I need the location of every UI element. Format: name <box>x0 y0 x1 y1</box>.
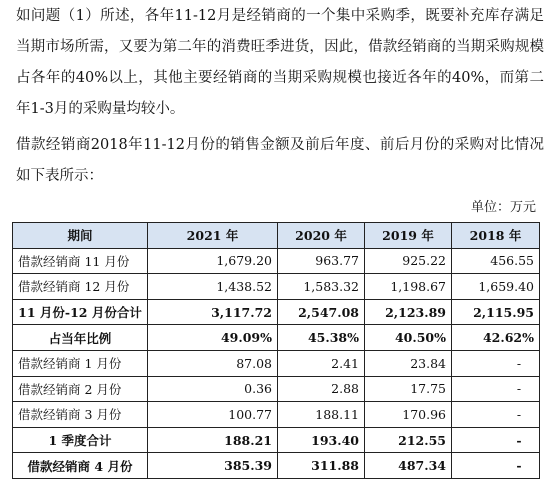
table-cell: 1,679.20 <box>148 248 278 274</box>
row-label: 1 季度合计 <box>13 427 148 453</box>
table-row <box>13 427 540 453</box>
table-cell: 212.55 <box>365 427 452 453</box>
row-label: 11 月份-12 月份合计 <box>13 299 148 325</box>
table-cell: 2.41 <box>278 350 365 376</box>
table-cell: - <box>452 402 540 428</box>
table-cell: 0.36 <box>148 376 278 402</box>
row-label: 借款经销商 3 月份 <box>13 402 148 428</box>
table-cell: - <box>452 350 540 376</box>
table-cell: 456.55 <box>452 248 540 274</box>
table-cell: 23.84 <box>365 350 452 376</box>
table-row <box>13 299 540 325</box>
table-cell: 487.34 <box>365 453 452 479</box>
table-cell: 2,547.08 <box>278 299 365 325</box>
table-cell: 87.08 <box>148 350 278 376</box>
table-cell: 925.22 <box>365 248 452 274</box>
row-label: 借款经销商 11 月份 <box>13 248 148 274</box>
table-row <box>13 274 540 300</box>
table-cell: 188.11 <box>278 402 365 428</box>
table-cell: 40.50% <box>365 325 452 351</box>
row-label: 占当年比例 <box>13 325 148 351</box>
header-2018: 2018 年 <box>452 223 540 249</box>
table-cell: 2.88 <box>278 376 365 402</box>
table-cell: 100.77 <box>148 402 278 428</box>
table-cell: 1,659.40 <box>452 274 540 300</box>
table-row <box>13 248 540 274</box>
table-cell: 170.96 <box>365 402 452 428</box>
table-row <box>13 402 540 428</box>
table-cell: 1,438.52 <box>148 274 278 300</box>
row-label: 借款经销商 12 月份 <box>13 274 148 300</box>
table-cell: 2,115.95 <box>452 299 540 325</box>
table-cell: 2,123.89 <box>365 299 452 325</box>
table-cell: - <box>452 376 540 402</box>
table-row <box>13 453 540 479</box>
header-2021: 2021 年 <box>148 223 278 249</box>
table-cell: 963.77 <box>278 248 365 274</box>
intro-paragraph-2: 借款经销商2018年11-12月份的销售金额及前后年度、前后月份的采购对比情况如下表所示： <box>16 137 544 184</box>
table-cell: 1,198.67 <box>365 274 452 300</box>
row-label: 借款经销商 1 月份 <box>13 350 148 376</box>
table-cell: 3,117.72 <box>148 299 278 325</box>
table-cell: - <box>452 427 540 453</box>
intro-paragraph-1: 如问题（1）所述，各年11-12月是经销商的一个集中采购季，既要补充库存满足当期市场所需，又要为第二年的消费旺季进货，因此，借款经销商的当期采购规模占各年的40%以上，其他主要经销商的当期采购规模也接近各年的40%，而第二年1-3月的采购量均较小。 <box>16 8 544 117</box>
table-cell: - <box>452 453 540 479</box>
table-cell: 385.39 <box>148 453 278 479</box>
table-cell: 188.21 <box>148 427 278 453</box>
row-label: 借款经销商 4 月份 <box>13 453 148 479</box>
table-cell: 1,583.32 <box>278 274 365 300</box>
table-cell: 45.38% <box>278 325 365 351</box>
purchase-comparison-table <box>12 222 540 479</box>
header-2019: 2019 年 <box>365 223 452 249</box>
table-row <box>13 350 540 376</box>
table-header-row <box>13 223 540 249</box>
header-2020: 2020 年 <box>278 223 365 249</box>
table-cell: 193.40 <box>278 427 365 453</box>
header-period: 期间 <box>13 223 148 249</box>
table-cell: 49.09% <box>148 325 278 351</box>
table-cell: 311.88 <box>278 453 365 479</box>
table-cell: 17.75 <box>365 376 452 402</box>
row-label: 借款经销商 2 月份 <box>13 376 148 402</box>
table-row <box>13 376 540 402</box>
table-cell: 42.62% <box>452 325 540 351</box>
unit-label: 单位：万元 <box>470 200 536 215</box>
table-row <box>13 325 540 351</box>
